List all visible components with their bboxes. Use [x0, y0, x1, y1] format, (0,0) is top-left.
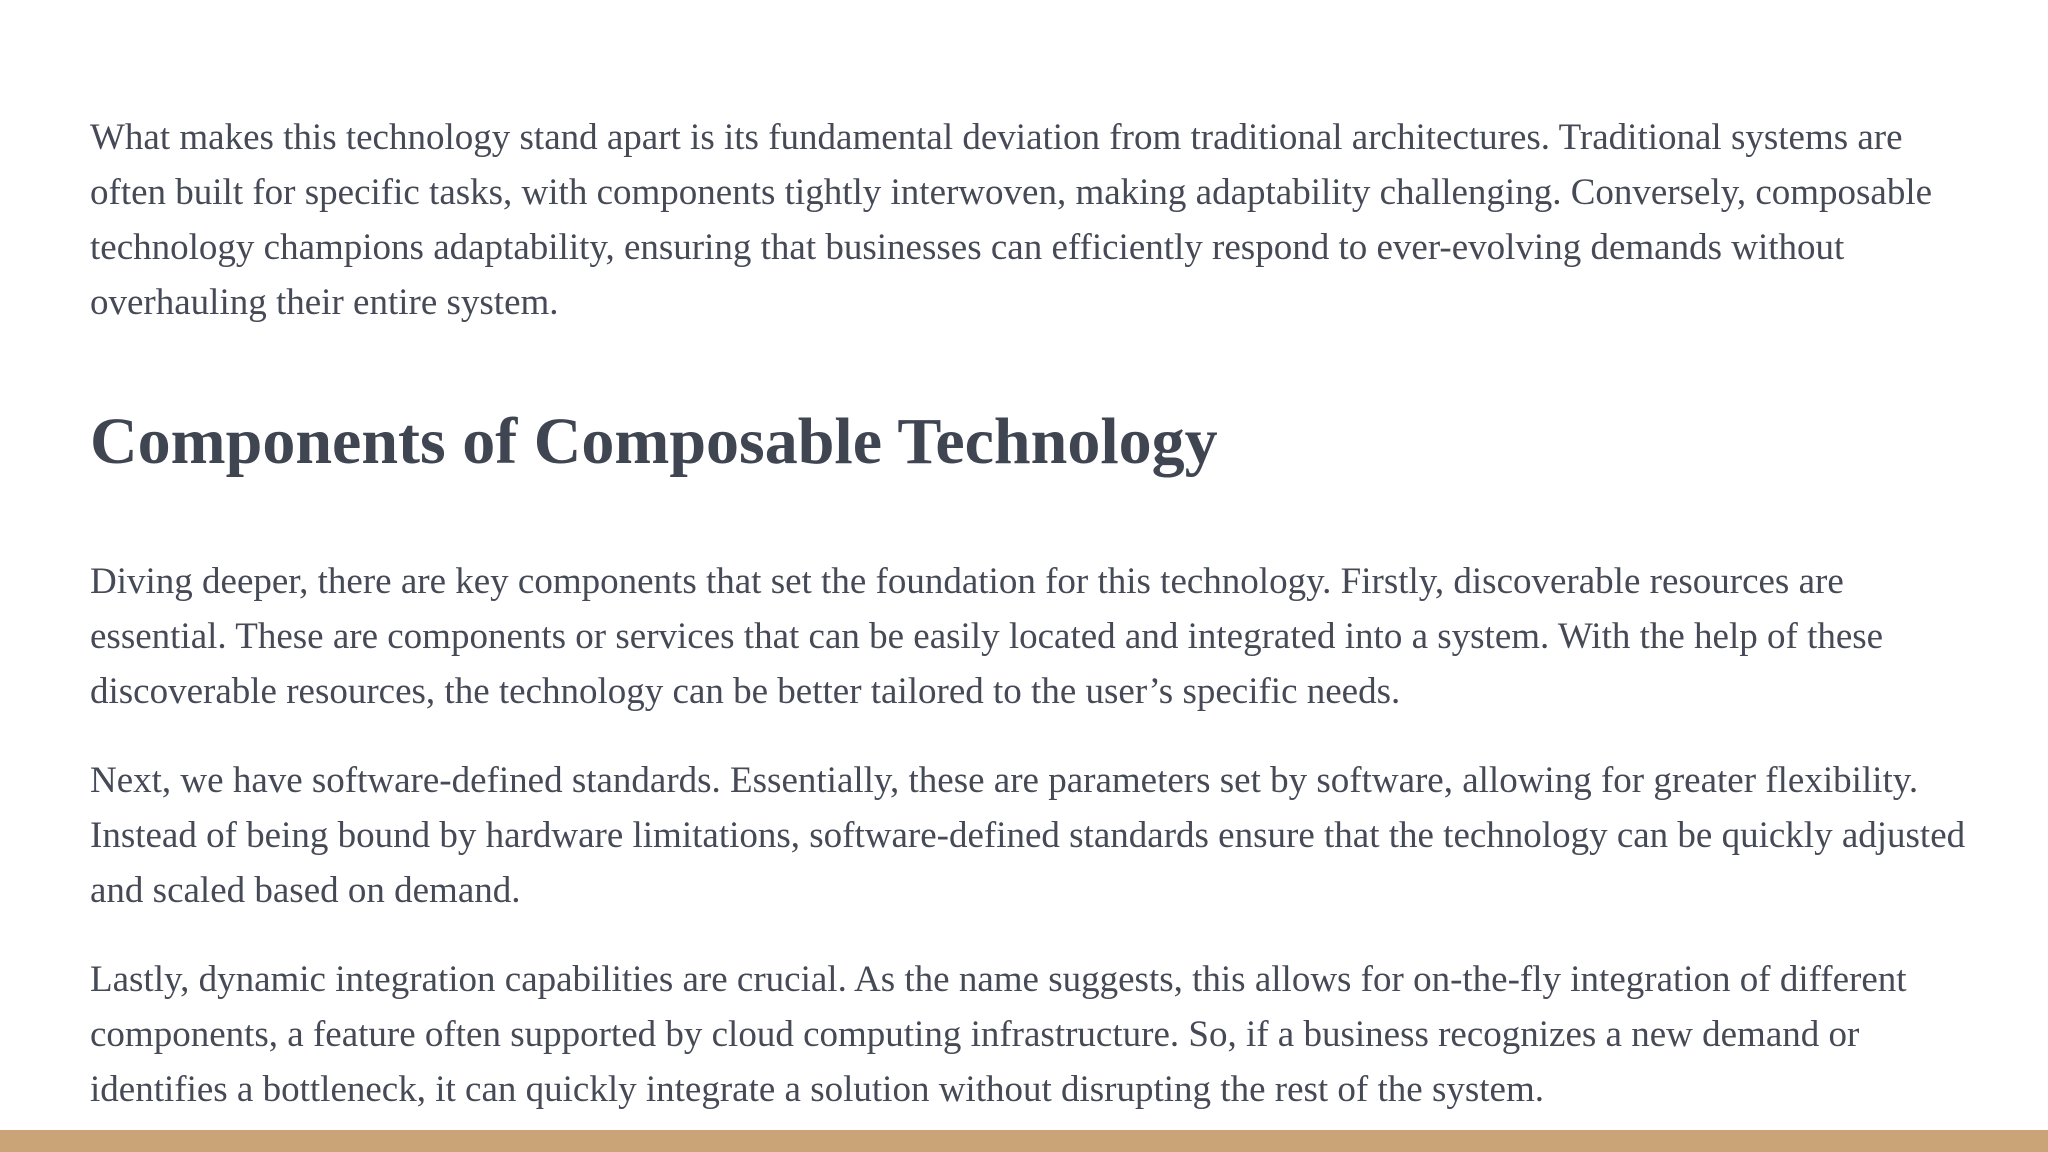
section-heading: Components of Composable Technology: [90, 405, 1218, 478]
paragraph-discoverable-resources: Diving deeper, there are key components that set the foundation for this technology. Firstly, discoverable resources are essential. These are components or services that can be easily located and integrated into a system. With the help of these discoverable resources, the technology can be better tailored to the user’s specific needs.: [90, 561, 1884, 712]
paragraph-software-defined-standards: Next, we have software-defined standards. Essentially, these are parameters set by software, allowing for greater flexibility. Instead of being bound by hardware limitations, software-defined standards ensure that the technology can be quickly adjusted and scaled based on demand.: [90, 760, 1966, 911]
intro-paragraph: What makes this technology stand apart is its fundamental deviation from traditional architectures. Traditional systems are often built for specific tasks, with components tightly interwoven, making adaptability challenging. Conversely, composable technology champions adaptability, ensuring that businesses can efficiently respond to ever-evolving demands without overhauling their entire system.: [90, 117, 1933, 323]
paragraph-dynamic-integration: Lastly, dynamic integration capabilities are crucial. As the name suggests, this allows for on-the-fly integration of different components, a feature often supported by cloud computing infrastructure. So, if a business recognizes a new demand or identifies a bottleneck, it can quickly integrate a solution without disrupting the rest of the system.: [90, 959, 1907, 1110]
article-content: [90, 110, 1970, 1117]
footer-accent-bar: [0, 1130, 2048, 1152]
